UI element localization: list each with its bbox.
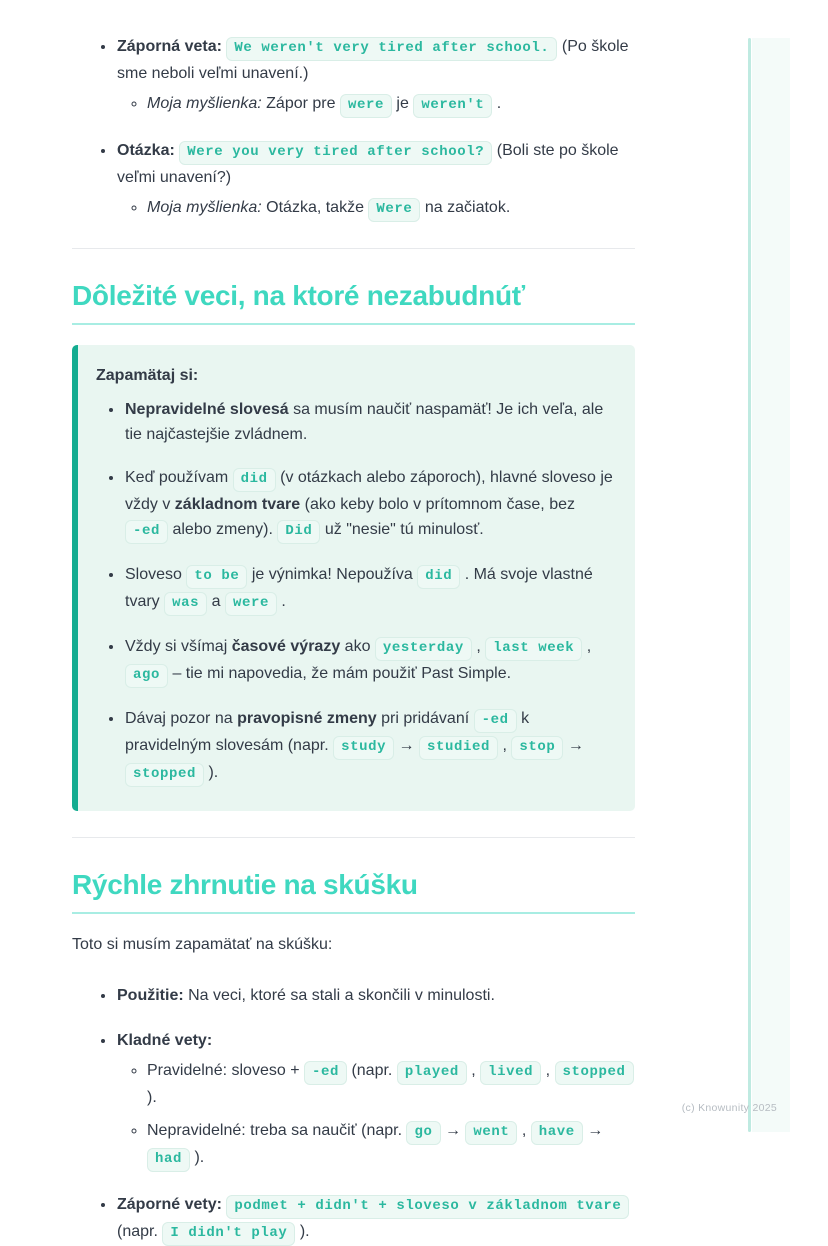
code-chip: I didn't play bbox=[162, 1222, 295, 1246]
sub-list bbox=[117, 91, 635, 118]
section-header bbox=[72, 868, 635, 914]
code-chip: We weren't very tired after school. bbox=[226, 37, 557, 61]
code-chip: study bbox=[333, 736, 394, 760]
code-chip: weren't bbox=[413, 94, 492, 118]
list-item: • Nepravidelné slovesá sa musím naučiť naspamäť! Je ich veľa, ale tie najčastejšie zvládnem. bbox=[124, 397, 615, 447]
bold-text: Záporná veta: bbox=[117, 38, 227, 55]
bold-text: Otázka: bbox=[117, 142, 180, 159]
code-chip: did bbox=[417, 565, 460, 589]
bullet-list bbox=[72, 983, 635, 1246]
code-chip: -ed bbox=[125, 520, 168, 544]
bold-text: základnom tvare bbox=[174, 496, 301, 513]
code-chip: last week bbox=[485, 637, 582, 661]
bold-text: Záporné vety: bbox=[117, 1196, 227, 1213]
bullet-list bbox=[72, 34, 635, 222]
code-chip: stop bbox=[511, 736, 563, 760]
italic-text: Moja myšlienka: bbox=[147, 199, 262, 216]
bold-text: Kladné vety: bbox=[117, 1032, 213, 1049]
code-chip: -ed bbox=[304, 1061, 347, 1085]
section-divider bbox=[72, 837, 635, 838]
sub-list bbox=[117, 1058, 635, 1172]
paragraph: Toto si musím zapamätať na skúšku: bbox=[72, 936, 333, 953]
code-chip: was bbox=[164, 592, 207, 616]
page-edge-line bbox=[748, 38, 751, 1132]
code-chip: yesterday bbox=[375, 637, 472, 661]
heading-underline bbox=[72, 912, 635, 914]
sub-list-item: ◦ Moja myšlienka: Otázka, takže Were na začiatok. bbox=[147, 195, 635, 222]
code-chip: lived bbox=[480, 1061, 541, 1085]
bold-text: Zapamätaj si: bbox=[96, 367, 199, 384]
callout-title bbox=[96, 363, 615, 388]
code-chip: Were you very tired after school? bbox=[179, 141, 492, 165]
code-chip: stopped bbox=[555, 1061, 634, 1085]
code-chip: did bbox=[233, 468, 276, 492]
code-chip: were bbox=[225, 592, 277, 616]
bold-text: časové výrazy bbox=[231, 638, 341, 655]
list-item: • Dávaj pozor na pravopisné zmeny pri pridávaní -ed k pravidelným slovesám (napr. study → studied , stop → stopped ). bbox=[124, 706, 615, 787]
section-heading: Rýchle zhrnutie na skúšku bbox=[72, 869, 418, 900]
section-divider bbox=[72, 248, 635, 249]
list-item: • Otázka: Were you very tired after school? (Boli ste po škole veľmi unavení?) ◦ Moja myšlienka: Otázka, takže Were na začiatok. bbox=[116, 138, 635, 222]
code-chip: podmet + didn't + sloveso v základnom tvare bbox=[226, 1195, 629, 1219]
code-chip: have bbox=[531, 1121, 583, 1145]
sub-list-item: ◦ Pravidelné: sloveso + -ed (napr. played , lived , stopped ). bbox=[147, 1058, 635, 1110]
copyright-watermark: (c) Knowunity 2025 bbox=[681, 1102, 777, 1114]
list-item: • Použitie: Na veci, ktoré sa stali a skončili v minulosti. bbox=[116, 983, 635, 1008]
page-edge-tint bbox=[752, 38, 790, 1132]
code-chip: were bbox=[340, 94, 392, 118]
code-chip: -ed bbox=[474, 709, 517, 733]
callout-box bbox=[72, 345, 635, 811]
list-item: • Záporné vety: podmet + didn't + sloveso v základnom tvare (napr. I didn't play ). bbox=[116, 1192, 635, 1246]
list-item: • Keď používam did (v otázkach alebo záporoch), hlavné sloveso je vždy v základnom tvare (ako keby bolo v prítomnom čase, bez -ed alebo zmeny). Did už "nesie" tú minulosť. bbox=[124, 465, 615, 544]
code-chip: played bbox=[397, 1061, 467, 1085]
code-chip: Were bbox=[368, 198, 420, 222]
list-item: • Sloveso to be je výnimka! Nepoužíva did . Má svoje vlastné tvary was a were . bbox=[124, 562, 615, 616]
code-chip: studied bbox=[419, 736, 498, 760]
bold-text: Použitie: bbox=[117, 987, 184, 1004]
code-chip: Did bbox=[277, 520, 320, 544]
bold-text: pravopisné zmeny bbox=[237, 710, 377, 727]
bullet-list bbox=[96, 397, 615, 787]
code-chip: went bbox=[465, 1121, 517, 1145]
list-item bbox=[116, 1028, 635, 1172]
italic-text: Moja myšlienka: bbox=[147, 95, 262, 112]
code-chip: had bbox=[147, 1148, 190, 1172]
sub-list bbox=[117, 195, 635, 222]
heading-underline bbox=[72, 323, 635, 325]
code-chip: go bbox=[406, 1121, 440, 1145]
list-item: • Záporná veta: We weren't very tired after school. (Po škole sme neboli veľmi unavení.) ◦ Moja myšlienka: Zápor pre were je weren't . bbox=[116, 34, 635, 118]
bold-text: Nepravidelné slovesá bbox=[125, 401, 289, 418]
section-header bbox=[72, 279, 635, 325]
code-chip: stopped bbox=[125, 763, 204, 787]
code-chip: to be bbox=[186, 565, 247, 589]
sub-list-item: ◦ Nepravidelné: treba sa naučiť (napr. go → went , have → had ). bbox=[147, 1118, 635, 1172]
section-heading: Dôležité veci, na ktoré nezabudnúť bbox=[72, 280, 525, 311]
document-content bbox=[72, 0, 635, 1246]
sub-list-item: ◦ Moja myšlienka: Zápor pre were je weren't . bbox=[147, 91, 635, 118]
code-chip: ago bbox=[125, 664, 168, 688]
list-item: • Vždy si všímaj časové výrazy ako yesterday , last week , ago – tie mi napovedia, že mám použiť Past Simple. bbox=[124, 634, 615, 688]
